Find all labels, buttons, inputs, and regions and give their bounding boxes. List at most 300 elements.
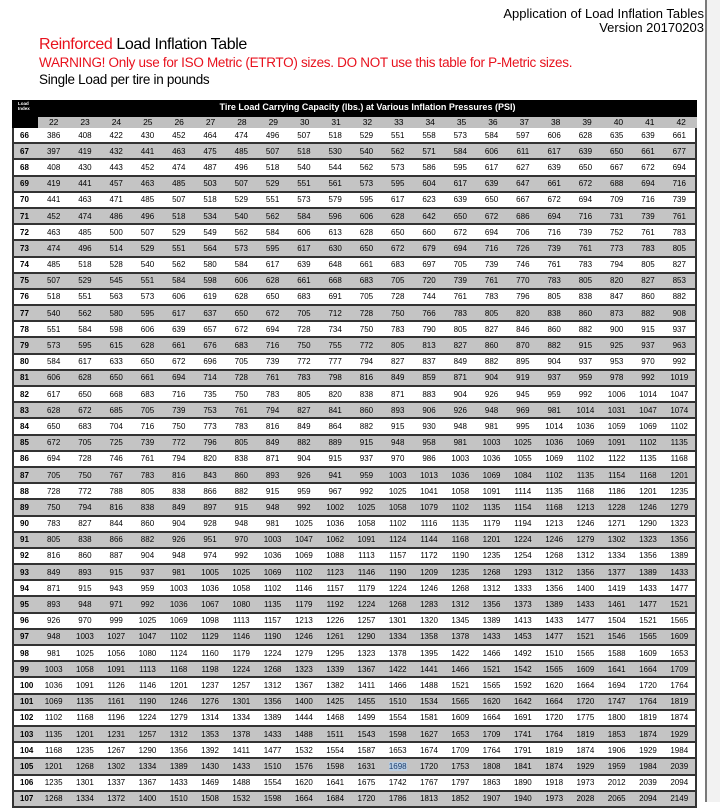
load-value-cell: 540 bbox=[46, 308, 61, 318]
load-value-cell: 1019 bbox=[670, 373, 689, 383]
load-value-cell: 1890 bbox=[513, 778, 532, 788]
load-value-cell: 683 bbox=[359, 276, 374, 286]
psi-header-cell: 23 bbox=[80, 117, 90, 127]
load-value-cell: 584 bbox=[46, 357, 61, 367]
table-row bbox=[14, 322, 695, 338]
load-value-cell: 1378 bbox=[451, 632, 470, 642]
load-value-cell: 1521 bbox=[670, 600, 689, 610]
load-value-cell: 959 bbox=[297, 486, 311, 496]
load-value-cell: 1069 bbox=[545, 454, 564, 464]
load-value-cell: 1367 bbox=[357, 664, 376, 674]
load-value-cell: 716 bbox=[140, 421, 155, 431]
load-value-cell: 573 bbox=[140, 292, 155, 302]
load-value-cell: 1874 bbox=[639, 729, 657, 739]
load-value-cell: 841 bbox=[328, 405, 342, 415]
load-value-cell: 1268 bbox=[44, 794, 63, 804]
load-value-cell: 1653 bbox=[670, 648, 689, 658]
load-index-cell: 82 bbox=[20, 389, 29, 399]
load-value-cell: 1433 bbox=[232, 761, 251, 771]
load-value-cell: 1003 bbox=[76, 632, 94, 642]
load-value-cell: 1333 bbox=[513, 583, 532, 593]
load-value-cell: 1466 bbox=[388, 680, 407, 690]
table-row bbox=[14, 614, 695, 630]
load-value-cell: 584 bbox=[78, 324, 92, 334]
load-value-cell: 1113 bbox=[233, 616, 250, 626]
load-value-cell: 1382 bbox=[326, 680, 345, 690]
row-values bbox=[38, 341, 695, 350]
load-index-cell: 89 bbox=[20, 502, 29, 512]
load-value-cell: 1543 bbox=[357, 729, 376, 739]
load-value-cell: 926 bbox=[297, 470, 311, 480]
load-value-cell: 1102 bbox=[639, 438, 657, 448]
load-value-cell: 628 bbox=[78, 373, 92, 383]
load-value-cell: 530 bbox=[328, 146, 342, 156]
load-value-cell: 978 bbox=[610, 373, 624, 383]
table-row bbox=[14, 371, 695, 387]
load-value-cell: 1123 bbox=[326, 567, 344, 577]
load-value-cell: 544 bbox=[328, 162, 342, 172]
page-title bbox=[39, 36, 247, 54]
load-value-cell: 739 bbox=[578, 227, 593, 237]
load-index-cell: 85 bbox=[20, 438, 29, 448]
load-value-cell: 518 bbox=[297, 146, 311, 156]
load-index-cell: 77 bbox=[20, 308, 29, 318]
load-index-cell: 81 bbox=[20, 373, 29, 383]
load-value-cell: 761 bbox=[453, 292, 467, 302]
load-value-cell: 1609 bbox=[639, 648, 657, 658]
load-value-cell: 1279 bbox=[169, 713, 188, 723]
table-row bbox=[14, 355, 695, 371]
load-value-cell: 1301 bbox=[388, 616, 407, 626]
load-value-cell: 639 bbox=[578, 146, 593, 156]
load-value-cell: 485 bbox=[78, 227, 92, 237]
load-value-cell: 849 bbox=[265, 438, 280, 448]
load-value-cell: 683 bbox=[234, 341, 248, 351]
load-value-cell: 1003 bbox=[451, 454, 470, 464]
load-value-cell: 1124 bbox=[170, 648, 188, 658]
load-value-cell: 837 bbox=[422, 357, 436, 367]
load-value-cell: 750 bbox=[391, 308, 405, 318]
load-value-cell: 1767 bbox=[420, 778, 438, 788]
load-value-cell: 604 bbox=[422, 179, 436, 189]
load-value-cell: 827 bbox=[78, 519, 92, 529]
load-value-cell: 805 bbox=[641, 260, 655, 270]
load-value-cell: 970 bbox=[78, 616, 92, 626]
load-value-cell: 904 bbox=[297, 454, 311, 464]
load-value-cell: 562 bbox=[391, 146, 405, 156]
load-value-cell: 981 bbox=[46, 648, 61, 658]
load-value-cell: 798 bbox=[328, 373, 342, 383]
load-value-cell: 668 bbox=[109, 389, 123, 399]
load-value-cell: 514 bbox=[109, 243, 123, 253]
load-value-cell: 606 bbox=[234, 276, 248, 286]
load-value-cell: 1069 bbox=[263, 567, 282, 577]
load-value-cell: 915 bbox=[578, 341, 593, 351]
load-value-cell: 849 bbox=[46, 567, 61, 577]
load-value-cell: 904 bbox=[140, 551, 155, 561]
load-value-cell: 783 bbox=[297, 373, 311, 383]
load-value-cell: 1521 bbox=[482, 664, 501, 674]
load-value-cell: 1488 bbox=[232, 778, 251, 788]
load-value-cell: 1430 bbox=[201, 761, 219, 771]
load-value-cell: 534 bbox=[203, 211, 217, 221]
row-values bbox=[38, 632, 695, 641]
load-value-cell: 1709 bbox=[670, 664, 689, 674]
row-values bbox=[38, 212, 695, 221]
load-value-cell: 1492 bbox=[513, 648, 532, 658]
psi-header-cell: 36 bbox=[488, 117, 498, 127]
load-value-cell: 1027 bbox=[107, 632, 126, 642]
load-value-cell: 1201 bbox=[76, 729, 94, 739]
load-value-cell: 496 bbox=[265, 130, 280, 140]
load-value-cell: 661 bbox=[547, 179, 561, 189]
load-value-cell: 1036 bbox=[263, 551, 282, 561]
load-value-cell: 1168 bbox=[545, 502, 563, 512]
load-value-cell: 744 bbox=[422, 292, 436, 302]
load-value-cell: 1135 bbox=[482, 502, 501, 512]
load-value-cell: 843 bbox=[203, 470, 217, 480]
row-values bbox=[38, 244, 695, 253]
load-value-cell: 882 bbox=[297, 438, 311, 448]
load-value-cell: 1261 bbox=[326, 632, 345, 642]
load-value-cell: 1179 bbox=[357, 583, 376, 593]
load-value-cell: 650 bbox=[140, 357, 155, 367]
load-value-cell: 617 bbox=[484, 162, 499, 172]
load-value-cell: 650 bbox=[234, 308, 248, 318]
load-value-cell: 1433 bbox=[639, 583, 657, 593]
load-value-cell: 1808 bbox=[482, 761, 501, 771]
load-value-cell: 1554 bbox=[263, 778, 282, 788]
load-value-cell: 419 bbox=[78, 146, 92, 156]
load-value-cell: 974 bbox=[203, 551, 217, 561]
load-value-cell: 1276 bbox=[201, 697, 219, 707]
load-value-cell: 735 bbox=[203, 389, 217, 399]
load-value-cell: 683 bbox=[297, 292, 311, 302]
load-value-cell: 882 bbox=[484, 357, 499, 367]
load-value-cell: 948 bbox=[234, 519, 248, 529]
load-value-cell: 1356 bbox=[670, 535, 689, 545]
psi-header-cell: 35 bbox=[456, 117, 467, 127]
load-value-cell: 1268 bbox=[451, 583, 470, 593]
load-value-cell: 849 bbox=[297, 421, 311, 431]
table-row bbox=[14, 597, 695, 613]
load-value-cell: 948 bbox=[391, 438, 405, 448]
load-value-cell: 1069 bbox=[639, 421, 657, 431]
load-value-cell: 915 bbox=[234, 502, 248, 512]
load-value-cell: 672 bbox=[641, 162, 655, 172]
load-value-cell: 1213 bbox=[576, 502, 595, 512]
load-value-cell: 1631 bbox=[357, 761, 376, 771]
load-value-cell: 709 bbox=[610, 195, 624, 205]
load-value-cell: 545 bbox=[109, 276, 123, 286]
load-value-cell: 1356 bbox=[545, 583, 564, 593]
load-value-cell: 753 bbox=[203, 405, 217, 415]
load-value-cell: 728 bbox=[234, 373, 248, 383]
load-index-cell: 94 bbox=[20, 583, 29, 593]
viewer-background bbox=[707, 0, 720, 802]
load-value-cell: 1213 bbox=[545, 519, 564, 529]
load-value-cell: 639 bbox=[453, 195, 467, 205]
table-row bbox=[14, 468, 695, 484]
load-value-cell: 943 bbox=[109, 583, 123, 593]
load-value-cell: 1047 bbox=[294, 535, 313, 545]
load-value-cell: 1395 bbox=[420, 648, 438, 658]
load-value-cell: 1653 bbox=[388, 745, 407, 755]
load-value-cell: 596 bbox=[328, 211, 342, 221]
load-value-cell: 1609 bbox=[670, 632, 689, 642]
load-value-cell: 474 bbox=[172, 162, 186, 172]
load-value-cell: 958 bbox=[422, 438, 436, 448]
load-value-cell: 573 bbox=[391, 162, 405, 172]
load-value-cell: 1102 bbox=[670, 421, 688, 431]
load-value-cell: 617 bbox=[172, 308, 186, 318]
load-value-cell: 773 bbox=[610, 243, 624, 253]
load-value-cell: 1466 bbox=[451, 664, 470, 674]
load-value-cell: 1226 bbox=[326, 616, 345, 626]
load-value-cell: 926 bbox=[484, 389, 499, 399]
load-value-cell: 820 bbox=[516, 308, 530, 318]
load-index-cell: 100 bbox=[20, 680, 34, 690]
load-value-cell: 1664 bbox=[639, 664, 657, 674]
load-value-cell: 1510 bbox=[169, 794, 188, 804]
load-value-cell: 1684 bbox=[326, 794, 345, 804]
load-value-cell: 1268 bbox=[263, 664, 282, 674]
load-value-cell: 846 bbox=[516, 324, 530, 334]
load-value-cell: 630 bbox=[328, 243, 342, 253]
load-value-cell: 672 bbox=[172, 357, 186, 367]
load-value-cell: 1469 bbox=[201, 778, 219, 788]
load-value-cell: 584 bbox=[453, 146, 467, 156]
row-values bbox=[38, 681, 695, 690]
load-value-cell: 1433 bbox=[670, 567, 689, 577]
load-value-cell: 820 bbox=[328, 389, 342, 399]
table-row bbox=[14, 695, 695, 711]
row-values bbox=[38, 309, 695, 318]
load-value-cell: 1620 bbox=[545, 680, 564, 690]
load-value-cell: 1441 bbox=[420, 664, 438, 674]
load-value-cell: 1720 bbox=[639, 680, 657, 690]
load-value-cell: 1367 bbox=[294, 680, 313, 690]
selected-text-highlight[interactable]: 1698 bbox=[388, 761, 407, 771]
table-row bbox=[14, 128, 695, 144]
load-value-cell: 750 bbox=[234, 389, 248, 399]
load-value-cell: 1014 bbox=[545, 421, 564, 431]
load-value-cell: 849 bbox=[453, 357, 467, 367]
load-value-cell: 639 bbox=[172, 324, 186, 334]
row-values bbox=[38, 406, 695, 415]
load-value-cell: 562 bbox=[265, 211, 280, 221]
load-value-cell: 1079 bbox=[420, 502, 438, 512]
load-value-cell: 1959 bbox=[607, 761, 626, 771]
load-value-cell: 650 bbox=[484, 195, 499, 205]
load-value-cell: 805 bbox=[578, 276, 593, 286]
load-value-cell: 827 bbox=[484, 324, 499, 334]
table-row bbox=[14, 274, 695, 290]
load-value-cell: 1224 bbox=[263, 648, 282, 658]
load-value-cell: 904 bbox=[453, 389, 467, 399]
load-value-cell: 897 bbox=[203, 502, 217, 512]
table-row bbox=[14, 565, 695, 581]
load-value-cell: 1168 bbox=[170, 664, 188, 674]
psi-header-cell: 31 bbox=[331, 117, 341, 127]
load-value-cell: 820 bbox=[203, 454, 217, 464]
load-value-cell: 1246 bbox=[169, 697, 188, 707]
load-value-cell: 1209 bbox=[420, 567, 438, 577]
load-value-cell: 563 bbox=[109, 292, 123, 302]
load-value-cell: 586 bbox=[422, 162, 436, 172]
load-value-cell: 1074 bbox=[670, 405, 689, 415]
row-values bbox=[38, 535, 695, 544]
row-values bbox=[38, 179, 695, 188]
load-value-cell: 1186 bbox=[608, 486, 626, 496]
load-value-cell: 1400 bbox=[576, 583, 595, 593]
load-value-cell: 598 bbox=[109, 324, 123, 334]
table-row bbox=[14, 662, 695, 678]
load-value-cell: 716 bbox=[484, 243, 499, 253]
load-value-cell: 1058 bbox=[451, 486, 470, 496]
table-row bbox=[14, 678, 695, 694]
load-value-cell: 716 bbox=[578, 211, 593, 221]
psi-header-cell: 24 bbox=[111, 117, 122, 127]
psi-header-cell: 32 bbox=[362, 117, 373, 127]
load-value-cell: 726 bbox=[516, 243, 530, 253]
load-value-cell: 860 bbox=[578, 308, 593, 318]
load-value-cell: 1129 bbox=[201, 632, 219, 642]
load-value-cell: 507 bbox=[140, 227, 155, 237]
load-value-cell: 1791 bbox=[513, 745, 532, 755]
load-value-cell: 728 bbox=[46, 486, 61, 496]
load-value-cell: 1025 bbox=[76, 648, 94, 658]
load-value-cell: 1907 bbox=[482, 794, 501, 804]
load-value-cell: 1468 bbox=[326, 713, 345, 723]
load-value-cell: 1642 bbox=[513, 697, 532, 707]
load-value-cell: 1576 bbox=[294, 761, 313, 771]
load-value-cell: 487 bbox=[203, 162, 217, 172]
load-value-cell: 1168 bbox=[639, 470, 657, 480]
load-value-cell: 595 bbox=[140, 308, 155, 318]
load-value-cell: 1246 bbox=[639, 502, 657, 512]
load-value-cell: 1254 bbox=[513, 551, 532, 561]
load-value-cell: 579 bbox=[328, 195, 342, 205]
load-value-cell: 970 bbox=[641, 357, 655, 367]
load-value-cell: 981 bbox=[547, 405, 561, 415]
load-value-cell: 1813 bbox=[420, 794, 438, 804]
load-value-cell: 816 bbox=[172, 470, 186, 480]
load-value-cell: 628 bbox=[359, 227, 374, 237]
load-value-cell: 1674 bbox=[420, 745, 438, 755]
load-value-cell: 696 bbox=[203, 357, 217, 367]
load-value-cell: 628 bbox=[140, 341, 155, 351]
load-index-cell: 104 bbox=[20, 745, 34, 755]
load-value-cell: 716 bbox=[172, 389, 186, 399]
load-value-cell: 1036 bbox=[326, 519, 345, 529]
load-value-cell: 783 bbox=[547, 276, 561, 286]
load-value-cell: 549 bbox=[203, 227, 217, 237]
load-value-cell: 1691 bbox=[513, 713, 532, 723]
load-value-cell: 1466 bbox=[482, 648, 501, 658]
load-value-cell: 650 bbox=[46, 421, 61, 431]
load-index-cell: 84 bbox=[20, 421, 29, 431]
load-value-cell: 705 bbox=[78, 438, 92, 448]
load-value-cell: 1268 bbox=[76, 761, 94, 771]
load-value-cell: 1196 bbox=[107, 713, 125, 723]
load-value-cell: 650 bbox=[78, 389, 92, 399]
load-value-cell: 919 bbox=[516, 373, 530, 383]
load-value-cell: 871 bbox=[453, 373, 467, 383]
psi-header-cell: 42 bbox=[676, 117, 686, 127]
header-app-line: Application of Load Inflation Tables bbox=[503, 6, 704, 21]
load-value-cell: 783 bbox=[140, 470, 155, 480]
load-value-cell: 948 bbox=[484, 405, 499, 415]
load-value-cell: 485 bbox=[140, 195, 155, 205]
load-value-cell: 1477 bbox=[576, 616, 595, 626]
load-value-cell: 551 bbox=[140, 276, 155, 286]
load-value-cell: 474 bbox=[234, 130, 248, 140]
load-value-cell: 959 bbox=[578, 373, 593, 383]
load-value-cell: 463 bbox=[140, 179, 155, 189]
load-value-cell: 1080 bbox=[232, 600, 251, 610]
load-value-cell: 518 bbox=[328, 130, 342, 140]
load-value-cell: 1025 bbox=[513, 438, 532, 448]
load-value-cell: 882 bbox=[140, 535, 155, 545]
load-value-cell: 1268 bbox=[388, 600, 407, 610]
table-row bbox=[14, 177, 695, 193]
load-value-cell: 704 bbox=[109, 421, 123, 431]
load-value-cell: 606 bbox=[297, 227, 311, 237]
load-value-cell: 1694 bbox=[607, 680, 626, 690]
load-value-cell: 1312 bbox=[545, 567, 564, 577]
load-value-cell: 1069 bbox=[576, 438, 595, 448]
load-value-cell: 1213 bbox=[294, 616, 313, 626]
load-value-cell: 1116 bbox=[420, 519, 438, 529]
load-value-cell: 686 bbox=[516, 211, 530, 221]
load-value-cell: 683 bbox=[78, 421, 92, 431]
load-index-cell: 78 bbox=[20, 324, 29, 334]
load-value-cell: 679 bbox=[422, 243, 436, 253]
load-value-cell: 720 bbox=[422, 276, 436, 286]
load-value-cell: 981 bbox=[172, 567, 186, 577]
load-value-cell: 816 bbox=[265, 421, 280, 431]
load-index-cell: 83 bbox=[20, 405, 29, 415]
title-rest: Load Inflation Table bbox=[112, 36, 247, 53]
warning-text: WARNING! Only use for ISO Metric (ETRTO) sizes. DO NOT use this table for P-Metric sizes. bbox=[39, 55, 573, 70]
load-value-cell: 1098 bbox=[201, 616, 219, 626]
row-values bbox=[38, 454, 695, 463]
load-value-cell: 1504 bbox=[607, 616, 626, 626]
load-value-cell: 1312 bbox=[263, 680, 282, 690]
load-value-cell: 1102 bbox=[389, 519, 407, 529]
load-inflation-table bbox=[12, 100, 697, 808]
load-value-cell: 849 bbox=[172, 502, 186, 512]
load-value-cell: 995 bbox=[516, 421, 530, 431]
load-value-cell: 981 bbox=[265, 519, 280, 529]
load-value-cell: 1146 bbox=[357, 567, 376, 577]
table-row bbox=[14, 500, 695, 516]
load-value-cell: 838 bbox=[578, 292, 593, 302]
load-value-cell: 650 bbox=[578, 162, 593, 172]
load-index-cell: 70 bbox=[20, 195, 29, 205]
row-values bbox=[38, 357, 695, 366]
row-values bbox=[38, 762, 695, 771]
load-value-cell: 772 bbox=[172, 438, 186, 448]
load-value-cell: 650 bbox=[109, 373, 123, 383]
load-value-cell: 1477 bbox=[545, 632, 564, 642]
load-value-cell: 597 bbox=[516, 130, 530, 140]
load-value-cell: 1235 bbox=[44, 778, 63, 788]
load-value-cell: 1984 bbox=[670, 745, 689, 755]
load-value-cell: 1036 bbox=[545, 438, 564, 448]
load-value-cell: 739 bbox=[484, 260, 499, 270]
